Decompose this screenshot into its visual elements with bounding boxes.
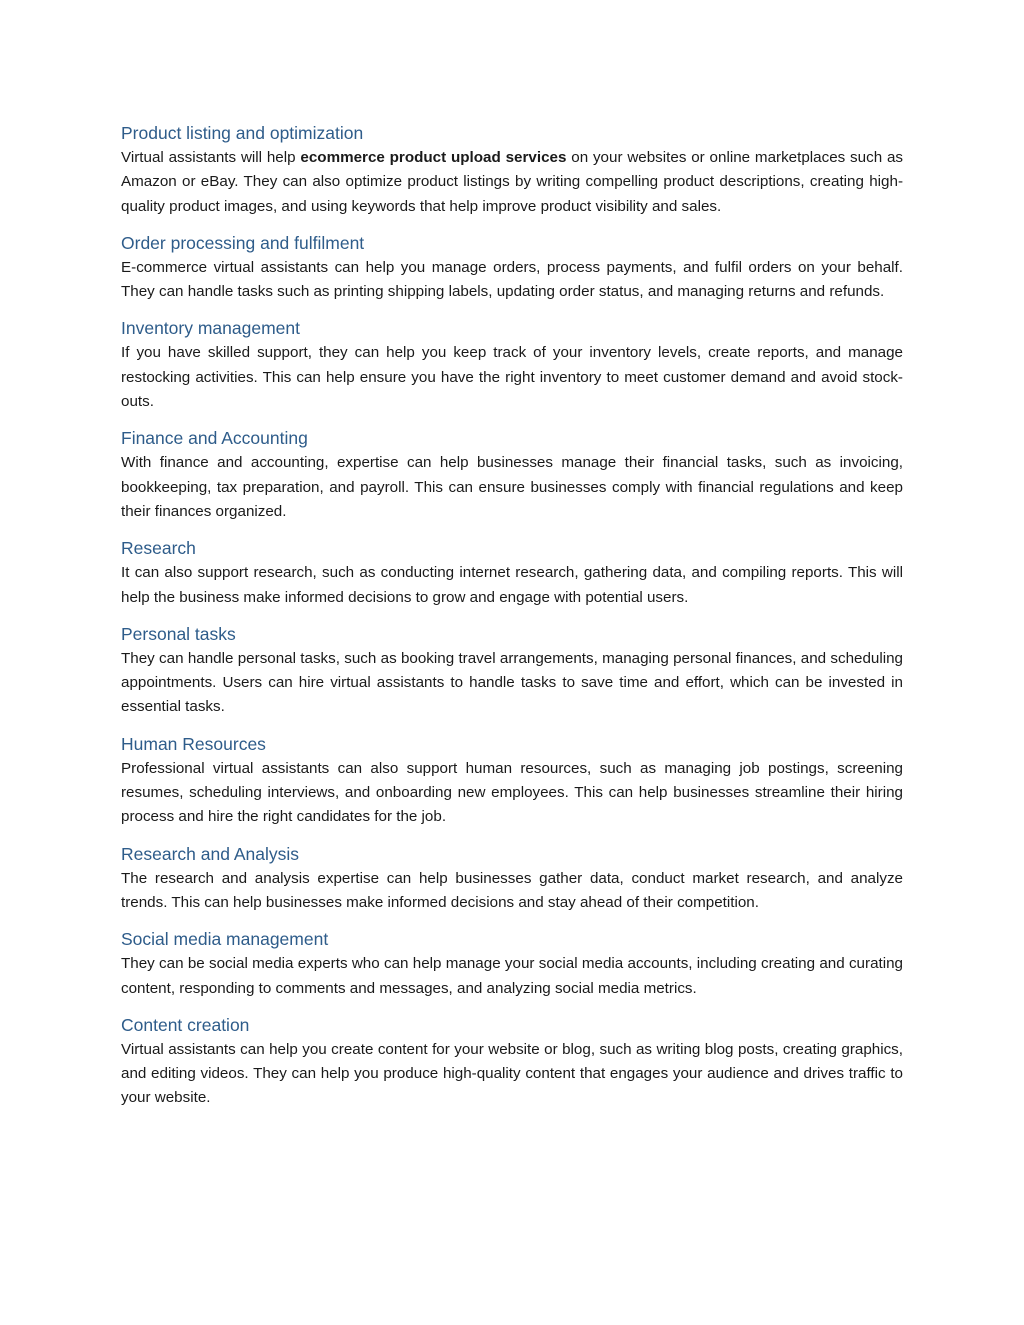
section-heading: Finance and Accounting [121, 428, 308, 449]
body-text: Virtual assistants will help [121, 149, 301, 166]
section-research-analysis [121, 842, 903, 916]
section-body: Professional virtual assistants can also support human resources, such as managing job postings, screening resumes, scheduling interviews, and onboarding new employees. This can help businesses streamline their hiring process and hire the right candidates for the job. [121, 759, 903, 826]
section-heading: Social media management [121, 929, 329, 950]
section-product-listing [121, 121, 903, 219]
section-inventory-management [121, 316, 903, 414]
section-order-processing [121, 231, 903, 305]
section-body: If you have skilled support, they can help you keep track of your inventory levels, create reports, and manage restocking activities. This can help ensure you have the right inventory to meet customer demand and avoid stock-outs. [121, 344, 903, 411]
section-research [121, 536, 903, 610]
body-text: on your websites or online marketplaces such as Amazon or eBay. They can also optimize product listings by writing compelling product descriptions, creating high-quality product images, and using keywords that help improve product visibility and sales. [121, 149, 903, 215]
section-body: Virtual assistants can help you create content for your website or blog, such as writing blog posts, creating graphics, and editing videos. They can help you produce high-quality content that engages your audience and drives traffic to your website. [121, 1040, 903, 1107]
section-body: E-commerce virtual assistants can help you manage orders, process payments, and fulfil orders on your behalf. They can handle tasks such as printing shipping labels, updating order status, and managing returns and refunds. [121, 258, 903, 301]
section-finance-accounting [121, 426, 903, 524]
section-personal-tasks [121, 622, 903, 720]
section-content-creation [121, 1013, 903, 1111]
section-body: It can also support research, such as conducting internet research, gathering data, and compiling reports. This will help the business make informed decisions to grow and engage with potential users. [121, 564, 903, 606]
section-body: They can handle personal tasks, such as booking travel arrangements, managing personal finances, and scheduling appointments. Users can hire virtual assistants to handle tasks to save time and effort, which can be invested in essential tasks. [121, 649, 903, 716]
section-heading: Product listing and optimization [121, 123, 364, 143]
section-body [121, 146, 903, 219]
section-body: The research and analysis expertise can help businesses gather data, conduct market research, and analyze trends. This can help businesses make informed decisions and stay ahead of their competition. [121, 869, 903, 911]
section-heading: Research [121, 538, 196, 559]
section-social-media [121, 927, 903, 1001]
section-heading: Research and Analysis [121, 843, 300, 864]
section-human-resources [121, 732, 903, 830]
section-body: They can be social media experts who can help manage your social media accounts, including creating and curating content, responding to comments and messages, and analyzing social media metrics. [121, 955, 903, 997]
document-page [121, 121, 903, 1123]
bold-phrase: ecommerce product upload services [300, 149, 567, 166]
section-body: With finance and accounting, expertise can help businesses manage their financial tasks, such as invoicing, bookkeeping, tax preparation, and payroll. This can ensure businesses comply with financial regulations and keep their finances organized. [121, 454, 903, 520]
section-heading: Order processing and fulfilment [121, 232, 365, 253]
section-heading: Inventory management [121, 318, 300, 339]
section-heading: Personal tasks [121, 623, 236, 644]
section-heading: Content creation [121, 1014, 250, 1035]
section-heading: Human Resources [121, 733, 266, 754]
